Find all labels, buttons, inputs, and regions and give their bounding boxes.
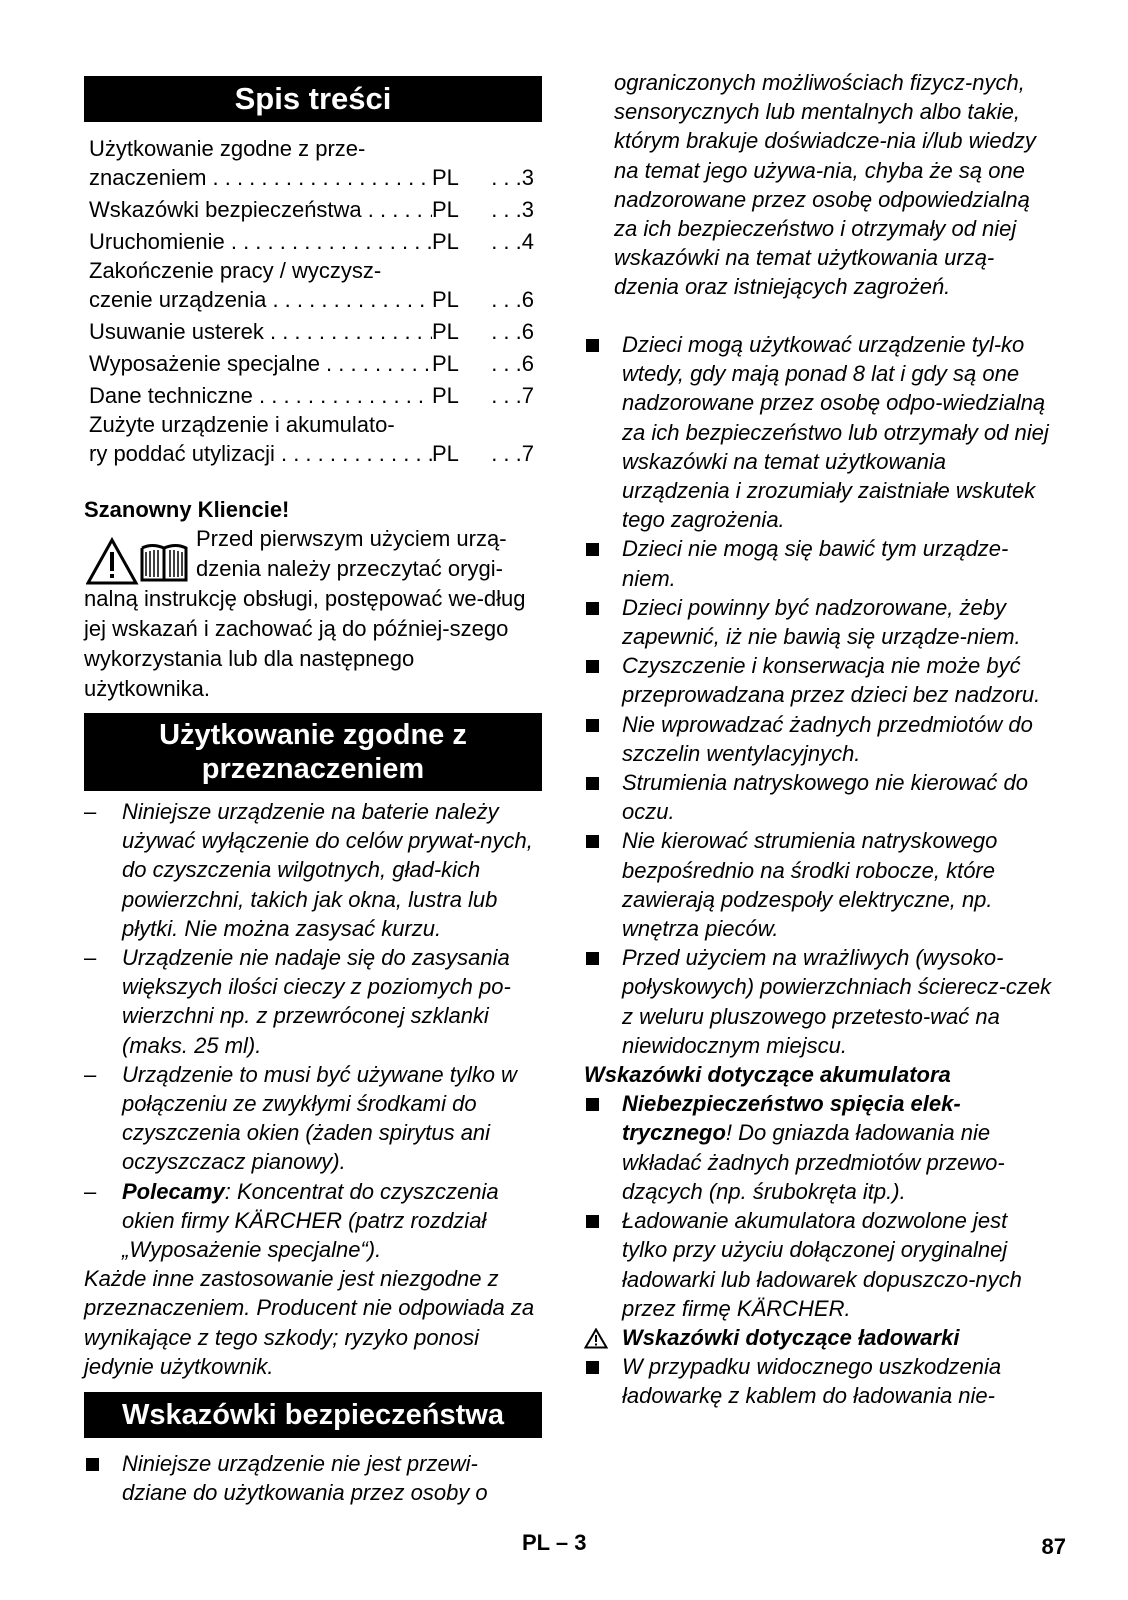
list-item: – Niniejsze urządzenie na baterie należy używać wyłączenie do celów prywat-nych, do czyszczenia wilgotnych, gład-kich powierzchni, takich jak okna, lustra lub płytki. Nie można zasysać kurzu. [84,799,533,941]
toc-title: Spis treści [84,76,542,122]
toc-entry[interactable]: Dane techniczne . . . PL . . .7 [89,380,534,411]
footer-page-number: 87 [1041,1534,1066,1559]
list-item: – Polecamy: Koncentrat do czyszczenia okien firmy KÄRCHER (patrz rozdział „Wyposażenie specjalne“). [84,1178,499,1263]
list-item: Dzieci powinny być nadzorowane, żeby zapewnić, iż nie bawią się urządze-niem. [584,593,1054,651]
list-item: Czyszczenie i konserwacja nie może być przeprowadzana przez dzieci bez nadzoru. [584,651,1054,709]
list-item: Ładowanie akumulatora dozwolone jest tylko przy użyciu dołączonej oryginalnej ładowarki lub ładowarek dopuszczo-nych przez firmę KÄRCHER. [584,1206,1054,1323]
greeting-heading: Szanowny Kliencie! [84,497,290,522]
list-item: W przypadku widocznego uszkodzenia ładowarkę z kablem do ładowania nie- [584,1352,1054,1410]
toc-entry[interactable]: Wyposażenie specjalne . . . PL . . .6 [89,348,534,379]
toc-entry[interactable]: Zużyte urządzenie i akumulato- ry poddać utylizacji . . . PL . . .7 [89,412,534,469]
list-item: Nie kierować strumienia natryskowego bezpośrednio na środki robocze, które zawierają podzespoły elektryczne, np. wnętrza pieców. [584,826,1054,943]
battery-heading: Wskazówki dotyczące akumulatora [584,1062,951,1088]
list-item: Dzieci mogą użytkować urządzenie tyl-ko wtedy, gdy mają ponad 8 lat i gdy są one nadzorowane przez osobę odpo-wiedzialną za ich bezpieczeństwo lub otrzymały od niej wskazówki na temat użytkowania urządzenia i zrozumiały zaistniałe wskutek tego zagrożenia. [584,330,1054,534]
list-item: – Urządzenie nie nadaje się do zasysania większych ilości cieczy z poziomych po-wierzchni np. z przewróconej szklanki (maks. 25 ml). [84,945,511,1058]
toc-entry[interactable]: Uruchomienie . . . PL . . .4 [89,226,534,257]
toc-entry[interactable]: Wskazówki bezpieczeństwa . . . PL . . .3 [89,194,534,225]
list-item: – Urządzenie to musi być używane tylko w połączeniu ze zwykłymi środkami do czyszczenia okien (żaden spirytus ani oczyszczacz pianowy). [84,1061,517,1175]
list-item: Niebezpieczeństwo spięcia elek-trycznego! Do gniazda ładowania nie wkładać żadnych przedmiotów przewo-dzących (np. śrubokręta itp.). [584,1089,1054,1206]
greeting-body: nalną instrukcję obsługi, postępować we-dług jej wskazań i zachować ją do później-szego wykorzystania lub dla następnego użytkownika. [84,586,526,701]
warning-and-manual-icon [86,536,198,586]
intended-use-list [84,797,542,1381]
warning-icon [584,1328,608,1349]
footer-section-label: PL – 3 [522,1530,587,1555]
greeting-intro: Przed pierwszym użyciem urzą- dzenia należy przeczytać orygi- [196,526,507,581]
list-item: Dzieci nie mogą się bawić tym urządze-niem. [584,534,1054,592]
list-item: Przed użyciem na wrażliwych (wysoko-połyskowych) powierzchniach ścierecz-czek z weluru pluszowego przetesto-wać na niewidocznym miejscu. [584,943,1054,1060]
charger-heading: Wskazówki dotyczące ładowarki [584,1323,1054,1352]
safety-first-item [84,1449,542,1507]
safety-continuation: ograniczonych możliwościach fizycz-nych, sensorycznych lub mentalnych albo takie, którym brakuje doświadcze-nia i/lub wiedzy na temat jego używa-nia, chyba że są one nadzorowane przez osobę odpowiedzialną za ich bezpieczeństwo i otrzymały od niej wskazówki na temat użytkowania urzą-dzenia oraz istniejących zagrożeń. [614,70,1036,300]
toc-entry[interactable]: Zakończenie pracy / wyczysz- czenie urządzenia . . . PL . . .6 [89,258,534,315]
toc-entry[interactable]: Usuwanie usterek . . . PL . . .6 [89,316,534,347]
table-of-contents [89,136,534,470]
intended-use-closing: Każde inne zastosowanie jest niezgodne z przeznaczeniem. Producent nie odpowiada za wynikające z tego szkody; ryzyko ponosi jedynie użytkownik. [84,1266,535,1379]
list-item: Niniejsze urządzenie nie jest przewi-dziane do użytkowania przez osoby o [84,1449,542,1507]
safety-heading: Wskazówki bezpieczeństwa [84,1392,542,1438]
list-item: Strumienia natryskowego nie kierować do oczu. [584,768,1054,826]
list-item: Nie wprowadzać żadnych przedmiotów do szczelin wentylacyjnych. [584,710,1054,768]
safety-list [584,330,1054,1411]
intended-use-heading: Użytkowanie zgodne z przeznaczeniem [84,713,542,791]
toc-entry[interactable]: Użytkowanie zgodne z prze- znaczeniem . . . PL . . .3 [89,136,534,193]
